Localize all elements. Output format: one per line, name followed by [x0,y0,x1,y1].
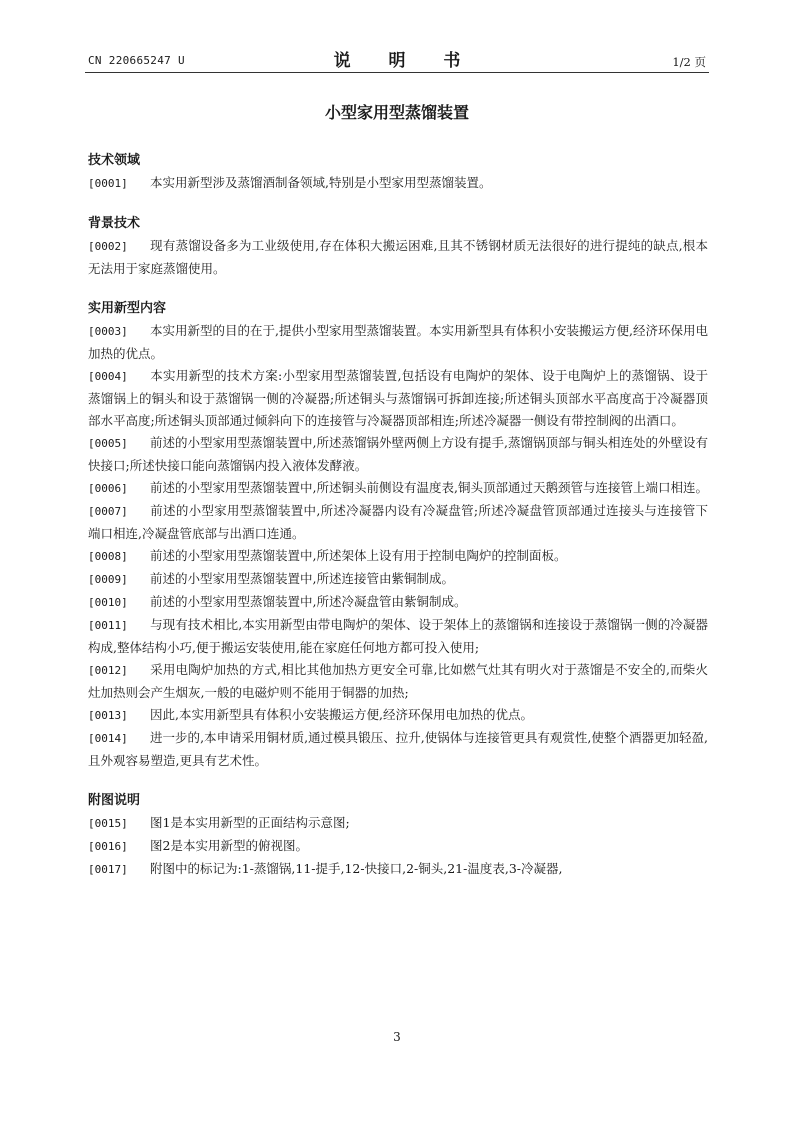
paragraph-number: [0009] [88,573,128,586]
paragraph [88,727,708,772]
paragraph [88,235,708,280]
section [88,150,708,195]
paragraph [88,365,708,432]
paragraph [88,432,708,477]
paragraph [88,477,708,500]
paragraph-text: 图1是本实用新型的正面结构示意图; [150,815,350,830]
paragraph-text: 前述的小型家用型蒸馏装置中,所述蒸馏锅外壁两侧上方设有提手,蒸馏锅顶部与铜头相连处的外壁设有快接口;所述快接口能向蒸馏锅内投入液体发酵液。 [88,435,708,473]
paragraph-number: [0008] [88,550,128,563]
paragraph-text: 前述的小型家用型蒸馏装置中,所述架体上设有用于控制电陶炉的控制面板。 [150,548,567,563]
paragraph-text: 前述的小型家用型蒸馏装置中,所述铜头前侧设有温度表,铜头顶部通过天鹅颈管与连接管上端口相连。 [150,480,708,495]
section-heading: 背景技术 [88,216,141,231]
header-divider [85,72,709,73]
paragraph-number: [0010] [88,596,128,609]
paragraph-number: [0004] [88,370,128,383]
document-body [88,150,708,899]
paragraph [88,614,708,659]
paragraph-text: 采用电陶炉加热的方式,相比其他加热方更安全可靠,比如燃气灶其有明火对于蒸馏是不安全的,而柴火灶加热则会产生烟灰,一般的电磁炉则不能用于铜器的加热; [88,662,708,700]
document-number: CN 220665247 U [88,54,185,67]
section [88,790,708,881]
paragraph-text: 前述的小型家用型蒸馏装置中,所述连接管由紫铜制成。 [150,571,454,586]
paragraph-number: [0007] [88,505,128,518]
section [88,298,708,772]
paragraph-number: [0012] [88,664,128,677]
page-title: 小型家用型蒸馏装置 [324,103,469,122]
paragraph [88,704,708,727]
paragraph-number: [0013] [88,709,128,722]
paragraph-text: 附图中的标记为:1-蒸馏锅,11-提手,12-快接口,2-铜头,21-温度表,3-冷凝器, [150,861,563,876]
section-heading: 实用新型内容 [88,301,167,316]
paragraph [88,568,708,591]
paragraph [88,500,708,545]
paragraph-number: [0014] [88,732,128,745]
paragraph-text: 图2是本实用新型的俯视图。 [150,838,308,853]
paragraph-number: [0003] [88,325,128,338]
paragraph-number: [0015] [88,817,128,830]
paragraph [88,320,708,365]
paragraph-number: [0002] [88,240,128,253]
section-heading: 技术领域 [88,153,141,168]
paragraph-text: 本实用新型涉及蒸馏酒制备领域,特别是小型家用型蒸馏装置。 [150,175,492,190]
paragraph-text: 现有蒸馏设备多为工业级使用,存在体积大搬运困难,且其不锈钢材质无法很好的进行提纯的缺点,根本无法用于家庭蒸馏使用。 [88,238,708,276]
paragraph-text: 本实用新型的目的在于,提供小型家用型蒸馏装置。本实用新型具有体积小安装搬运方便,经济环保用电加热的优点。 [88,323,708,361]
paragraph [88,545,708,568]
paragraph-text: 因此,本实用新型具有体积小安装搬运方便,经济环保用电加热的优点。 [150,707,533,722]
paragraph [88,172,708,195]
paragraph-number: [0001] [88,177,128,190]
paragraph-number: [0005] [88,437,128,450]
paragraph [88,858,708,881]
section [88,213,708,280]
paragraph [88,591,708,614]
paragraph-text: 本实用新型的技术方案:小型家用型蒸馏装置,包括设有电陶炉的架体、设于电陶炉上的蒸馏锅、设于蒸馏锅上的铜头和设于蒸馏锅一侧的冷凝器;所述铜头与蒸馏锅可拆卸连接;所述铜头顶部水平高度高于冷凝器顶部水平高度;所述铜头顶部通过倾斜向下的连接管与冷凝器顶部相连;所述冷凝器一侧设有带控制阀的出酒口。 [88,368,708,428]
paragraph-number: [0017] [88,863,128,876]
paragraph-text: 前述的小型家用型蒸馏装置中,所述冷凝盘管由紫铜制成。 [150,594,467,609]
paragraph-text: 与现有技术相比,本实用新型由带电陶炉的架体、设于架体上的蒸馏锅和连接设于蒸馏锅一侧的冷凝器构成,整体结构小巧,便于搬运安装使用,能在家庭任何地方都可投入使用; [88,617,708,655]
page-number: 3 [393,1030,401,1044]
page-indicator: 1/2 页 [672,55,706,69]
paragraph [88,835,708,858]
paragraph [88,659,708,704]
paragraph-text: 进一步的,本申请采用铜材质,通过模具锻压、拉升,使锅体与连接管更具有观赏性,使整个酒器更加轻盈,且外观容易塑造,更具有艺术性。 [88,730,708,768]
paragraph-number: [0006] [88,482,128,495]
paragraph [88,812,708,835]
document-type: 说 明 书 [333,51,477,71]
paragraph-text: 前述的小型家用型蒸馏装置中,所述冷凝器内设有冷凝盘管;所述冷凝盘管顶部通过连接头与连接管下端口相连,冷凝盘管底部与出酒口连通。 [88,503,708,541]
paragraph-number: [0011] [88,619,128,632]
section-heading: 附图说明 [88,793,141,808]
paragraph-number: [0016] [88,840,128,853]
